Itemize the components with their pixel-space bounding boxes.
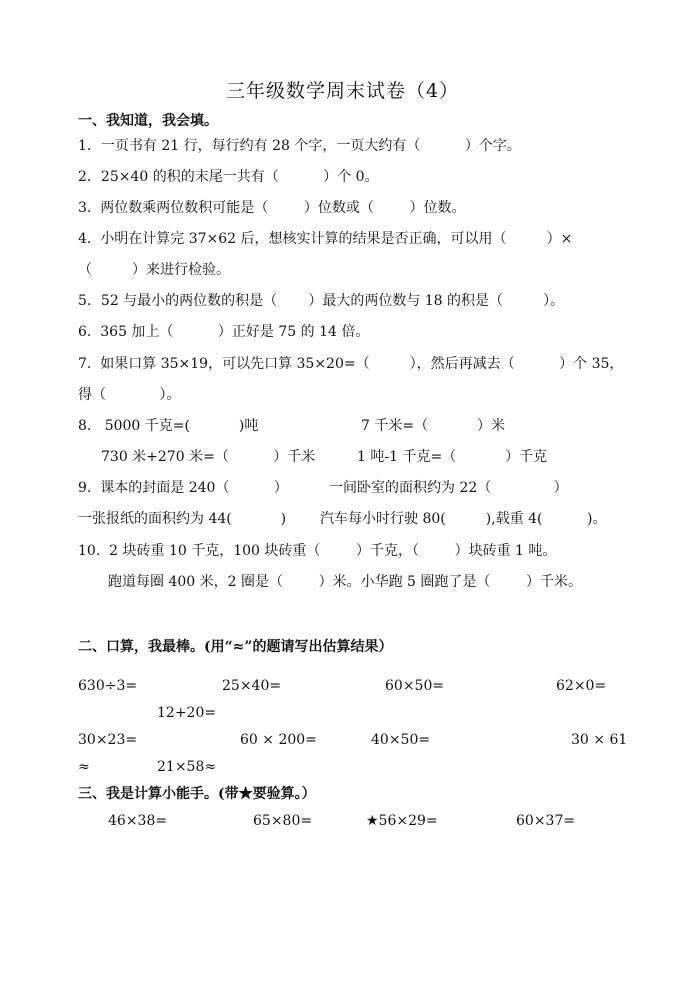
oral-item: 60×50= [385,678,445,694]
question-9-line-2-left: 一张报纸的面积约为 44( ) [78,511,287,527]
question-6: 6. 365 加上（ ）正好是 75 的 14 倍。 [78,324,370,340]
approx-symbol: ≈ [78,759,90,775]
question-9-line-1-left: 9. 课本的封面是 240（ ） [78,480,288,496]
question-8-line-1-right: 7 千米=（ ）米 [361,418,506,434]
question-9-line-2-right: 汽车每小时行驶 80( ),载重 4( )。 [320,511,607,527]
page-title: 三年级数学周末试卷（4） [226,80,460,102]
question-3: 3. 两位数乘两位数积可能是（ ）位数或（ ）位数。 [78,200,466,216]
question-8-line-2-left: 730 米+270 米=（ ）千米 [101,449,316,465]
section-1-heading: 一、我知道，我会填。 [78,113,218,129]
question-4-line-2: （ ）来进行检验。 [78,262,231,278]
oral-item: 40×50= [371,732,431,748]
question-2: 2．25×40 的积的末尾一共有（ ）个 0。 [78,169,379,185]
calc-item: 65×80= [253,813,313,829]
oral-item: 630÷3= [78,678,138,694]
oral-item: 62×0= [556,678,607,694]
oral-item: 21×58≈ [157,759,217,775]
question-4-line-1: 4. 小明在计算完 37×62 后，想核实计算的结果是否正确，可以用（ ）× [78,231,573,247]
question-7-line-1: 7. 如果口算 35×19，可以先口算 35×20=（ ），然后再减去（ ）个 35， [78,356,624,372]
question-8-line-2-right: 1 吨-1 千克=（ ）千克 [357,449,548,465]
calc-item: 46×38= [108,813,168,829]
oral-item: 60 × 200= [240,732,317,748]
oral-item: 12+20= [157,705,217,721]
oral-item: 30 × 61 [571,732,628,748]
section-3-heading: 三、我是计算小能手。(带★要验算。） [78,786,316,802]
question-10-line-2: 跑道每圈 400 米，2 圈是（ ）米。小华跑 5 圈跑了是（ ）千米。 [108,574,582,590]
question-8-line-1-left: 8. 5000 千克=( )吨 [78,418,259,434]
calc-item: 60×37= [516,813,576,829]
question-1: 1．一页书有 21 行，每行约有 28 个字，一页大约有（ ）个字。 [78,138,521,154]
calc-item-with-check: ★56×29= [366,813,438,829]
question-5: 5．52 与最小的两位数的积是（ ）最大的两位数与 18 的积是（ ）。 [78,293,565,309]
oral-item: 25×40= [222,678,282,694]
question-10-line-1: 10. 2 块砖重 10 千克，100 块砖重（ ）千克，（ ）块砖重 1 吨。 [78,543,557,559]
section-2-heading: 二、口算，我最棒。(用“≈”的题请写出估算结果） [78,639,393,655]
question-7-line-2: 得（ ）。 [78,387,181,403]
oral-item: 30×23= [78,732,138,748]
question-9-line-1-right: 一间卧室的面积约为 22（ ） [329,480,568,496]
